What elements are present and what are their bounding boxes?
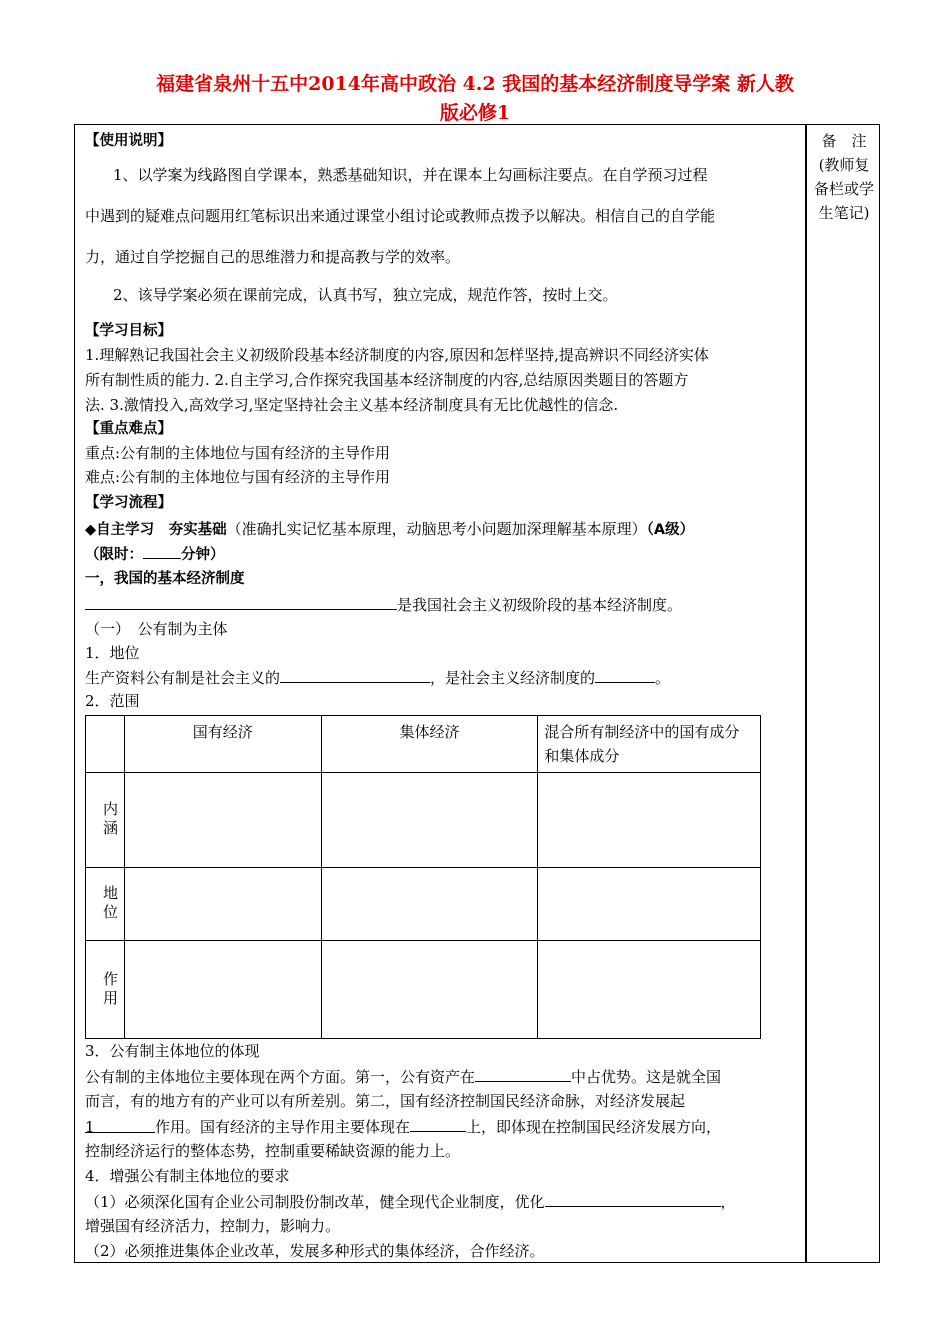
column-divider: [805, 125, 807, 1262]
page-title: [60, 70, 890, 128]
row-label: 内涵: [86, 773, 125, 868]
section1-heading: 一，我国的基本经济制度: [85, 571, 245, 587]
goals-line: 1.理解熟记我国社会主义初级阶段基本经济制度的内容,原因和怎样坚持,提高辨识不同经济实体: [85, 346, 709, 364]
side-note-line: 备 注: [821, 132, 867, 150]
position-heading: 1．地位: [85, 644, 140, 662]
position-text-b: ，是社会主义经济制度的: [430, 669, 596, 687]
time-limit-suffix: 分钟）: [181, 547, 225, 563]
fill-blank[interactable]: [475, 1064, 571, 1082]
fill-blank[interactable]: [545, 1189, 721, 1207]
range-heading: 2．范围: [85, 692, 140, 710]
title-line-2: 版必修1: [439, 102, 511, 124]
goals-line: 所有制性质的能力. 2.自主学习,合作探究我国基本经济制度的内容,总结原因类题目的答题方: [85, 371, 689, 389]
subsection-1: （一） 公有制为主体: [85, 620, 228, 638]
self-study-line: [85, 517, 694, 542]
row-label: 作用: [86, 941, 125, 1039]
level-label: （A级）: [646, 522, 695, 538]
fill-line-1: [85, 592, 682, 617]
key-heading: 【重点难点】: [85, 421, 172, 437]
self-study-label: ◆自主学习 夯实基础: [85, 522, 227, 538]
table-cell[interactable]: [321, 773, 538, 868]
usage-p2: 2、该导学案必须在课前完成，认真书写，独立完成，规范作答，按时上交。: [113, 286, 618, 304]
goals-heading: 【学习目标】: [85, 323, 172, 339]
time-limit: [85, 541, 225, 567]
section3-text: 作用。国有经济的主导作用主要体现在: [155, 1118, 411, 1136]
section3-line: 而言，有的地方有的产业可以有所差别。第二，国有经济控制国民经济命脉，对经济发展起: [85, 1092, 686, 1110]
position-text-a: 生产资料公有制是社会主义的: [85, 669, 281, 687]
section3-line: [85, 1114, 721, 1139]
table-cell[interactable]: [538, 773, 761, 868]
key-point: 重点:公有制的主体地位与国有经济的主导作用: [85, 444, 391, 462]
difficult-point: 难点:公有制的主体地位与国有经济的主导作用: [85, 468, 391, 486]
position-line: [85, 665, 670, 690]
flow-heading: 【学习流程】: [85, 495, 172, 511]
position-text-c: 。: [655, 669, 671, 687]
fill-blank[interactable]: [595, 665, 655, 683]
table-corner: [86, 716, 125, 773]
table-cell[interactable]: [538, 868, 761, 941]
table-cell[interactable]: [321, 868, 538, 941]
side-note-column: [809, 129, 879, 225]
section4-line: 增强国有经济活力，控制力，影响力。: [85, 1217, 341, 1235]
usage-p1: 1、以学案为线路图自学课本，熟悉基础知识，并在课本上勾画标注要点。在自学预习过程: [113, 166, 708, 184]
fill-blank[interactable]: [85, 592, 397, 610]
time-blank[interactable]: [143, 541, 181, 559]
worksheet-frame: [74, 124, 880, 1263]
section3-heading: 3．公有制主体地位的体现: [85, 1042, 260, 1060]
table-header: 国有经济: [124, 716, 321, 773]
section3-text: 中占优势。这是就全国: [571, 1068, 722, 1086]
fill-blank[interactable]: [280, 665, 430, 683]
section4-line: [85, 1189, 736, 1214]
section3-line: 控制经济运行的整体态势，控制重要稀缺资源的能力上。: [85, 1142, 461, 1160]
side-note-line: 备栏或学: [813, 180, 874, 198]
usage-p1c: 力，通过自学挖掘自己的思维潜力和提高教与学的效率。: [85, 248, 461, 266]
table-cell[interactable]: [124, 941, 321, 1039]
section3-line: [85, 1064, 721, 1089]
title-line-1: 福建省泉州十五中2014年高中政治 4.2 我国的基本经济制度导学案 新人教: [156, 73, 794, 95]
table-cell[interactable]: [538, 941, 761, 1039]
section4-text: （1）必须深化国有企业公司制股份制改革，健全现代企业制度，优化: [85, 1193, 545, 1211]
table-cell[interactable]: [124, 868, 321, 941]
fill-blank[interactable]: [410, 1114, 466, 1132]
section4-line: （2）必须推进集体企业改革，发展多种形式的集体经济，合作经济。: [85, 1242, 545, 1260]
goals-line: 法. 3.激情投入,高效学习,坚定坚持社会主义基本经济制度具有无比优越性的信念.: [85, 396, 619, 414]
usage-heading: 【使用说明】: [85, 133, 172, 149]
table-header: 集体经济: [321, 716, 538, 773]
side-note-line: 生笔记): [818, 204, 870, 222]
time-limit-prefix: （限时：: [85, 547, 143, 563]
table-cell[interactable]: [321, 941, 538, 1039]
section3-text: 公有制的主体地位主要体现在两个方面。第一，公有资产在: [85, 1068, 476, 1086]
section4-text: ，: [720, 1193, 736, 1211]
self-study-desc: （准确扎实记忆基本原理，动脑思考小问题加深理解基本原理）: [226, 520, 647, 538]
table-header: 混合所有制经济中的国有成分和集体成分: [538, 716, 761, 773]
row-label: 地位: [86, 868, 125, 941]
table-cell[interactable]: [124, 773, 321, 868]
fill-text: 是我国社会主义初级阶段的基本经济制度。: [397, 596, 683, 614]
side-note-line: (教师复: [818, 156, 870, 174]
scope-table: [85, 715, 761, 1039]
usage-p1b: 中遇到的疑难点问题用红笔标识出来通过课堂小组讨论或教师点拨予以解决。相信自己的自学能: [85, 207, 716, 225]
fill-blank-with-note[interactable]: 1: [85, 1115, 155, 1133]
section3-text: 上，即体现在控制国民经济发展方向，: [466, 1118, 722, 1136]
section4-heading: 4．增强公有制主体地位的要求: [85, 1167, 290, 1185]
